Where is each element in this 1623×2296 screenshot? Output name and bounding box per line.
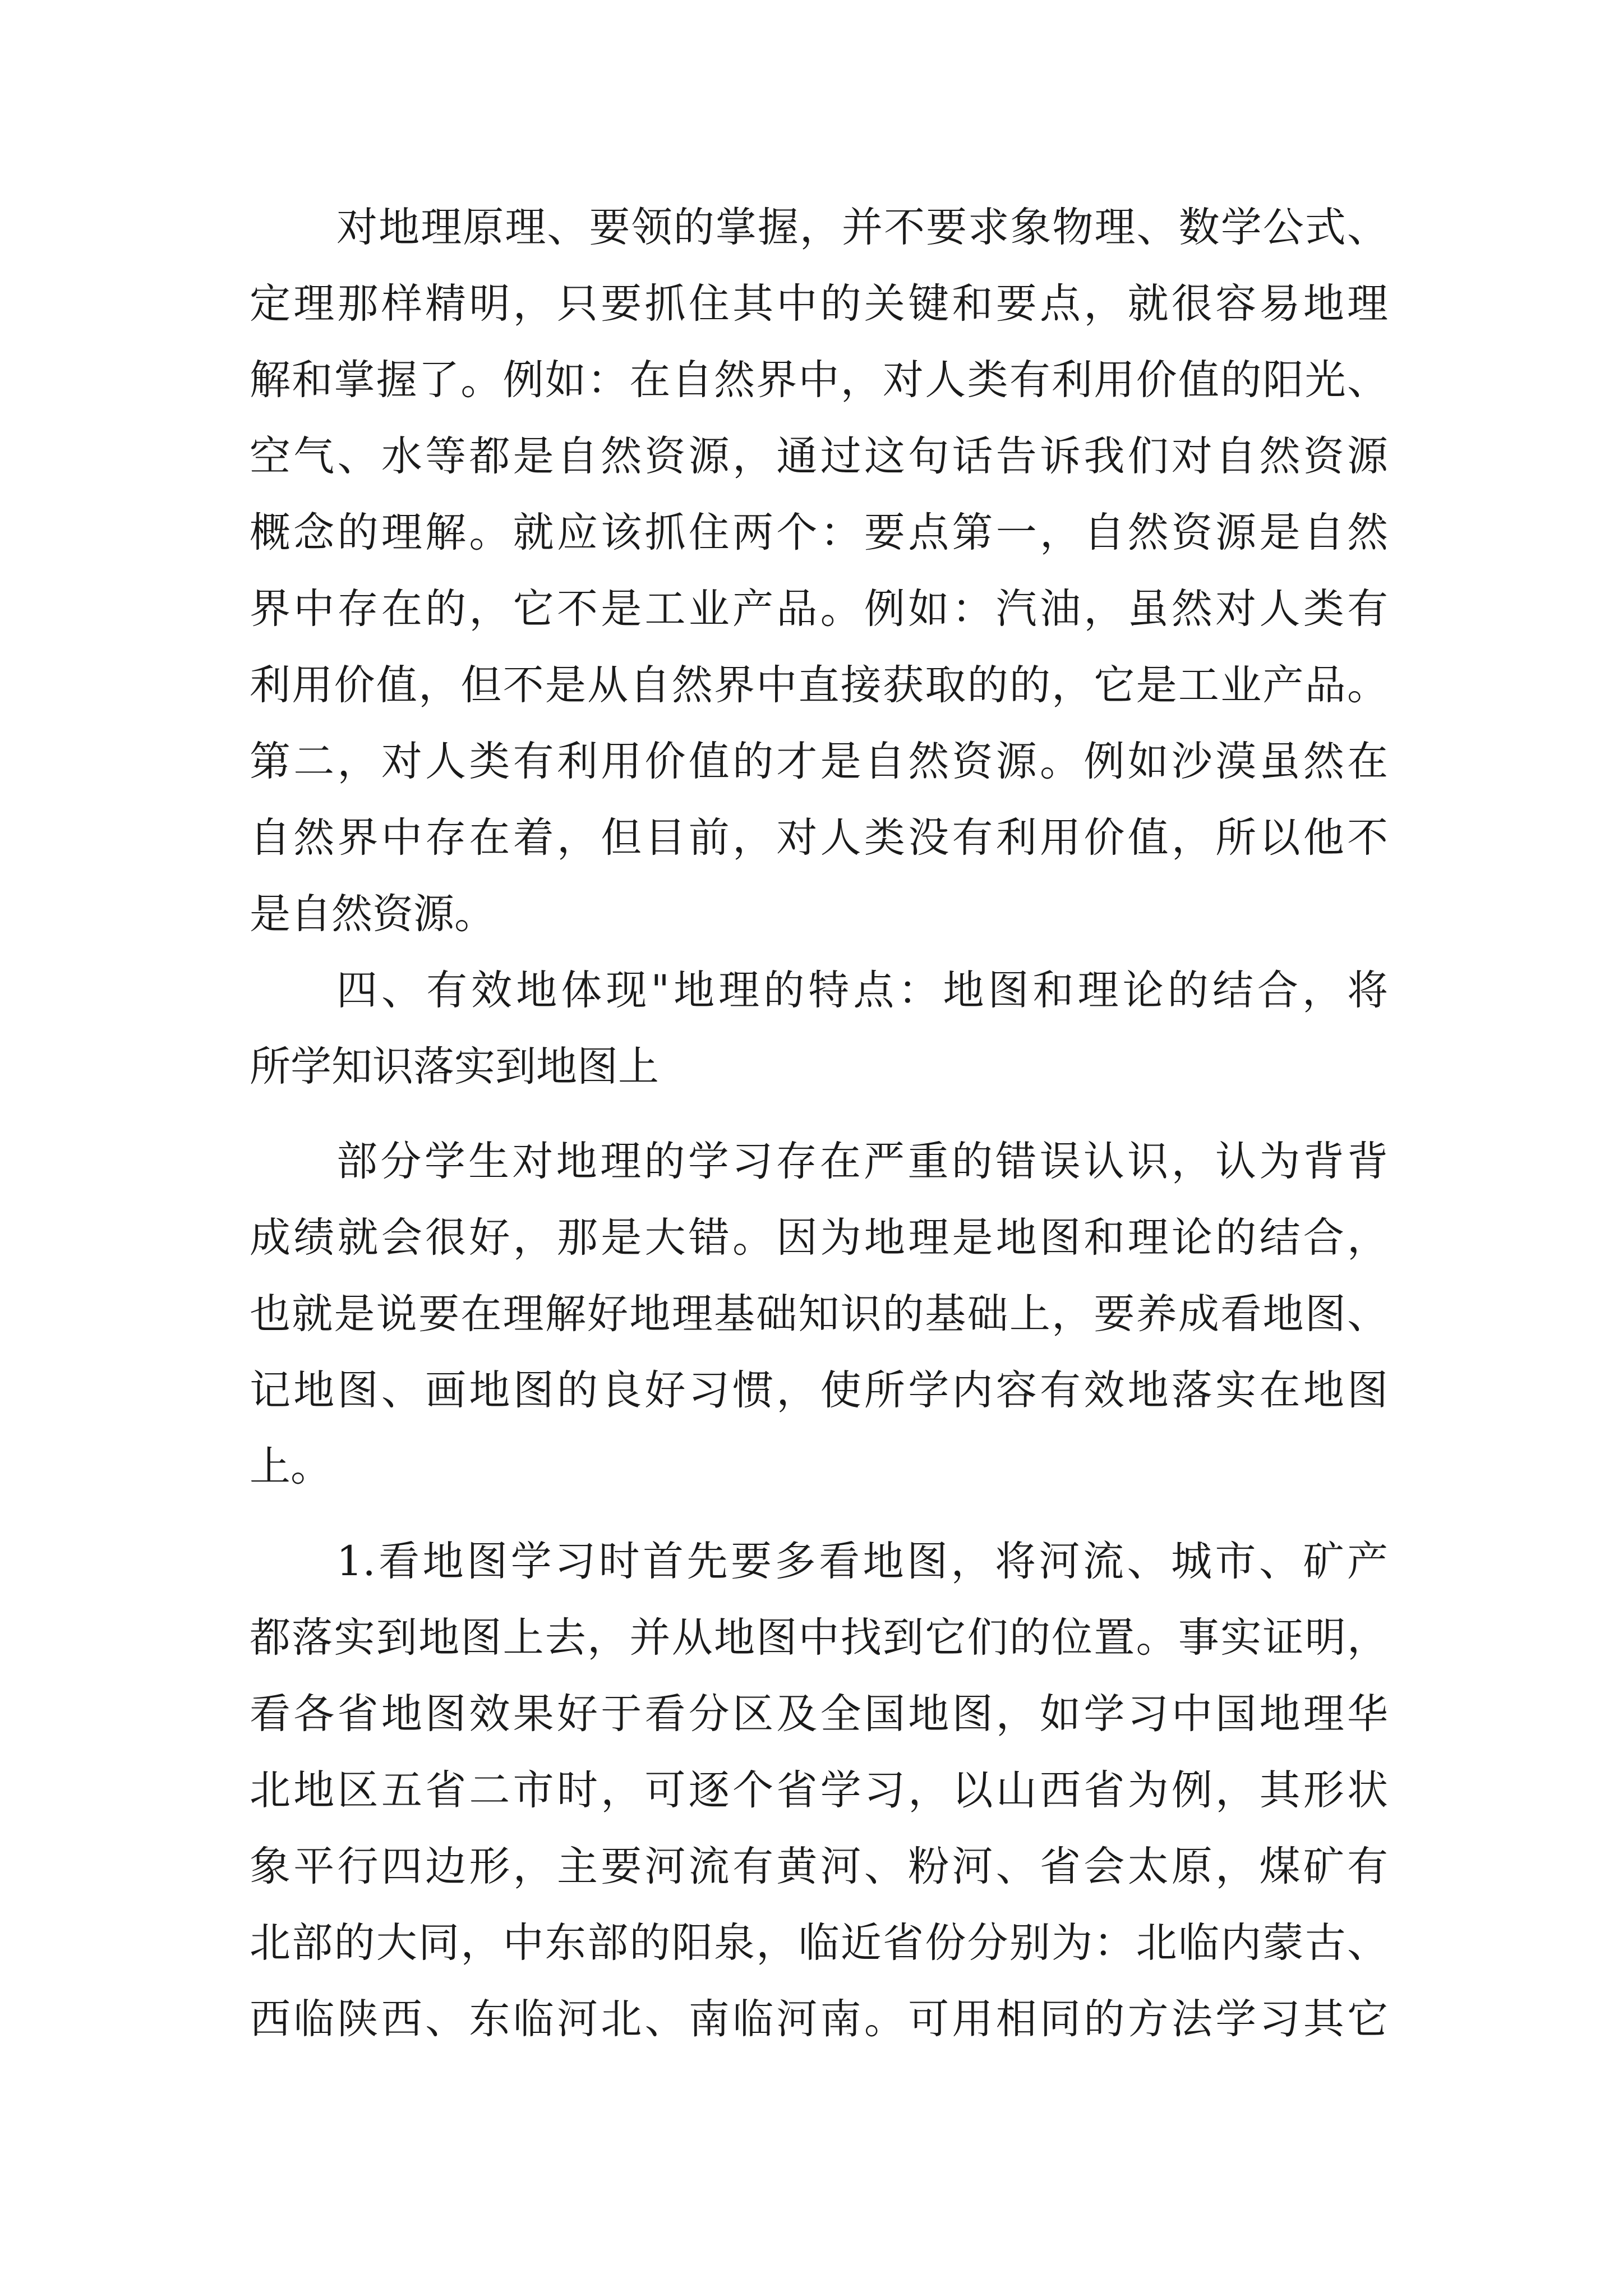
text-line: 部分学生对地理的学习存在严重的错误认识，认为背背 xyxy=(336,1138,1388,1185)
text-line: 1.看地图学习时首先要多看地图，将河流、城市、矿产 xyxy=(336,1538,1388,1585)
text-line: 象平行四边形，主要河流有黄河、粉河、省会太原，煤矿有 xyxy=(250,1843,1388,1890)
text-line: 上。 xyxy=(250,1443,331,1490)
text-line: 第二，对人类有利用价值的才是自然资源。例如沙漠虽然在 xyxy=(250,738,1388,785)
text-line: 概念的理解。就应该抓住两个：要点第一，自然资源是自然 xyxy=(250,509,1388,556)
text-line: 北地区五省二市时，可逐个省学习，以山西省为例，其形状 xyxy=(250,1766,1388,1814)
text-line: 记地图、画地图的良好习惯，使所学内容有效地落实在地图 xyxy=(250,1366,1388,1414)
text-line: 对地理原理、要领的掌握，并不要求象物理、数学公式、 xyxy=(336,204,1388,251)
text-line: 北部的大同，中东部的阳泉，临近省份分别为：北临内蒙古、 xyxy=(250,1919,1388,1967)
text-line: 看各省地图效果好于看分区及全国地图，如学习中国地理华 xyxy=(250,1690,1388,1738)
text-line: 也就是说要在理解好地理基础知识的基础上，要养成看地图、 xyxy=(250,1290,1388,1338)
text-line: 所学知识落实到地图上 xyxy=(250,1043,659,1091)
text-line: 定理那样精明，只要抓住其中的关键和要点，就很容易地理 xyxy=(250,280,1388,328)
text-line: 是自然资源。 xyxy=(250,890,495,938)
text-line: 自然界中存在着，但目前，对人类没有利用价值，所以他不 xyxy=(250,814,1388,862)
text-line: 四、有效地体现"地理的特点：地图和理论的结合，将 xyxy=(336,967,1388,1014)
text-line: 解和掌握了。例如：在自然界中，对人类有利用价值的阳光、 xyxy=(250,356,1388,404)
text-line: 西临陕西、东临河北、南临河南。可用相同的方法学习其它 xyxy=(250,1995,1388,2043)
text-line: 成绩就会很好，那是大错。因为地理是地图和理论的结合， xyxy=(250,1214,1388,1262)
text-line: 界中存在的，它不是工业产品。例如：汽油，虽然对人类有 xyxy=(250,585,1388,633)
text-line: 空气、水等都是自然资源，通过这句话告诉我们对自然资源 xyxy=(250,432,1388,480)
text-line: 利用价值，但不是从自然界中直接获取的的，它是工业产品。 xyxy=(250,661,1388,709)
text-line: 都落实到地图上去，并从地图中找到它们的位置。事实证明， xyxy=(250,1614,1388,1662)
